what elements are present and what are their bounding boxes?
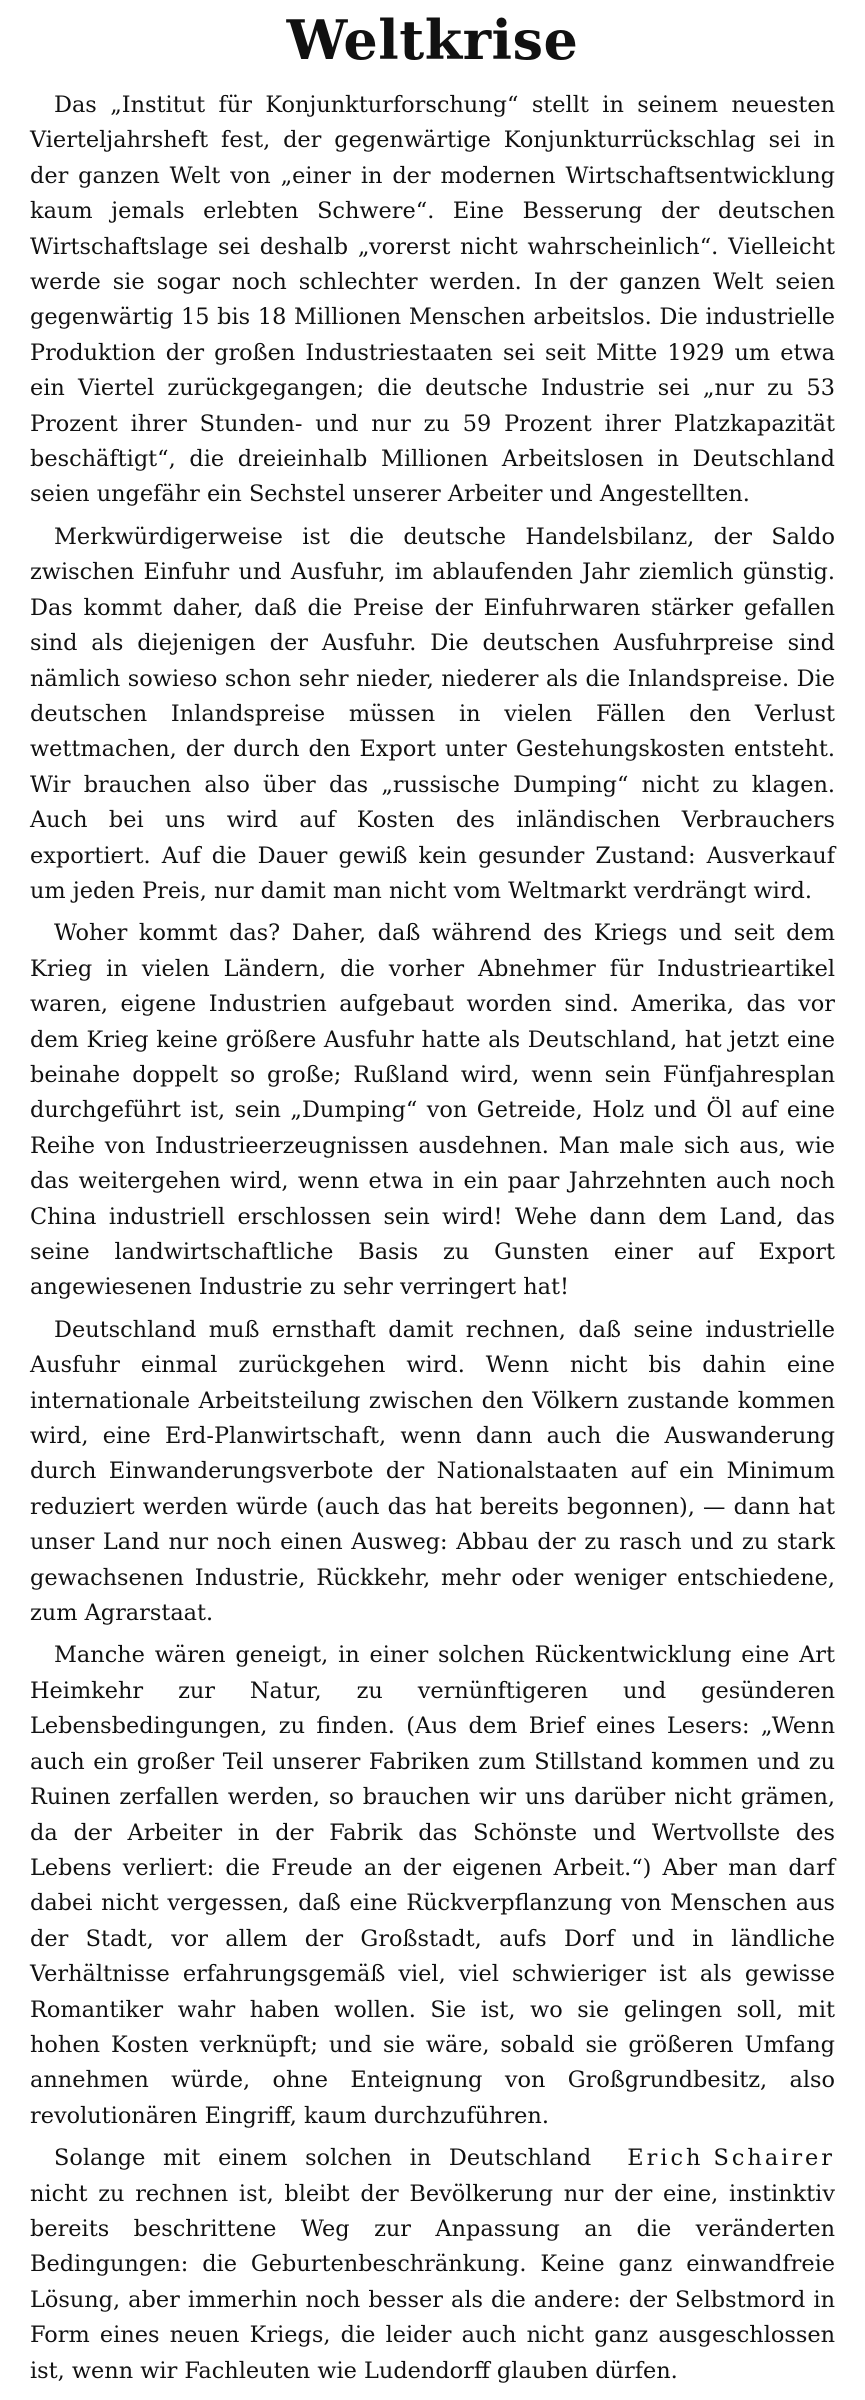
article-paragraph-6-text: Solange mit einem solchen in Deutschland nicht zu rechnen ist, bleibt der Bevölkerung nur der eine, instinktiv bereits beschrittene Weg zur Anpassung an die veränderten Bedingungen: die Geburtenbeschränkung. Keine ganz einwandfreie Lösung, aber immerhin noch besser als die andere: der Selbstmord in Form eines neuen Kriegs, die leider auch nicht ganz ausgeschlossen ist, wenn wir Fachleuten wie Ludendorff glauben dürfen. <box>30 2145 835 2384</box>
article-paragraph-1: Das „Institut für Konjunkturforschung“ stellt in seinem neuesten Vierteljahrsheft fest, der gegenwärtige Konjunkturrückschlag sei in der ganzen Welt von „einer in der modernen Wirtschaftsentwicklung kaum jemals erlebten Schwere“. Eine Besserung der deutschen Wirtschaftslage sei deshalb „vorerst nicht wahrscheinlich“. Vielleicht werde sie sogar noch schlechter werden. In der ganzen Welt seien gegenwärtig 15 bis 18 Millionen Menschen arbeitslos. Die industrielle Produktion der großen Industriestaaten sei seit Mitte 1929 um etwa ein Viertel zurückgegangen; die deutsche Industrie sei „nur zu 53 Prozent ihrer Stunden- und nur zu 59 Prozent ihrer Platzkapazität beschäftigt“, die dreieinhalb Millionen Arbeitslosen in Deutschland seien ungefähr ein Sechstel unserer Arbeiter und Angestellten. <box>30 92 835 508</box>
author-signature: Erich Schairer <box>627 2145 835 2172</box>
article-body <box>30 88 835 2389</box>
article-paragraph-2: Merkwürdigerweise ist die deutsche Handelsbilanz, der Saldo zwischen Einfuhr und Ausfuhr, im ablaufenden Jahr ziemlich günstig. Das kommt daher, daß die Preise der Einfuhrwaren stärker gefallen sind als diejenigen der Ausfuhr. Die deutschen Ausfuhrpreise sind nämlich sowieso schon sehr nieder, niederer als die Inlandspreise. Die deutschen Inlandspreise müssen in vielen Fällen den Verlust wettmachen, der durch den Export unter Gestehungskosten entsteht. Wir brauchen also über das „russische Dumping“ nicht zu klagen. Auch bei uns wird auf Kosten des inländischen Verbrauchers exportiert. Auf die Dauer gewiß kein gesunder Zustand: Ausverkauf um jeden Preis, nur damit man nicht vom Weltmarkt verdrängt wird. <box>30 523 835 904</box>
article-paragraph-6 <box>30 2141 835 2389</box>
article-paragraph-4: Deutschland muß ernsthaft damit rechnen, daß seine industrielle Ausfuhr einmal zurückgehen wird. Wenn nicht bis dahin eine internationale Arbeitsteilung zwischen den Völkern zustande kommen wird, eine Erd-Planwirtschaft, wenn dann auch die Auswanderung durch Einwanderungsverbote der Nationalstaaten auf ein Minimum reduziert werden würde (auch das hat bereits begonnen), — dann hat unser Land nur noch einen Ausweg: Abbau der zu rasch und zu stark gewachsenen Industrie, Rückkehr, mehr oder weniger entschiedene, zum Agrarstaat. <box>30 1316 835 1627</box>
article-title: Weltkrise <box>286 8 579 72</box>
article-paragraph-3: Woher kommt das? Daher, daß während des Kriegs und seit dem Krieg in vielen Ländern, die vorher Abnehmer für Industrieartikel waren, eigene Industrien aufgebaut worden sind. Amerika, das vor dem Krieg keine größere Ausfuhr hatte als Deutschland, hat jetzt eine beinahe doppelt so große; Rußland wird, wenn sein Fünfjahresplan durchgeführt ist, sein „Dumping“ von Getreide, Holz und Öl auf eine Reihe von Industrieerzeugnissen ausdehnen. Man male sich aus, wie das weitergehen wird, wenn etwa in ein paar Jahrzehnten auch noch China industriell erschlossen sein wird! Wehe dann dem Land, das seine landwirtschaftliche Basis zu Gunsten einer auf Export angewiesenen Industrie zu sehr verringert hat! <box>30 920 835 1301</box>
article-paragraph-5: Manche wären geneigt, in einer solchen Rückentwicklung eine Art Heimkehr zur Natur, zu vernünftigeren und gesünderen Lebensbedingungen, zu finden. (Aus dem Brief eines Lesers: „Wenn auch ein großer Teil unserer Fabriken zum Stillstand kommen und zu Ruinen zerfallen werden, so brauchen wir uns darüber nicht grämen, da der Arbeiter in der Fabrik das Schönste und Wertvollste des Lebens verliert: die Freude an der eigenen Arbeit.“) Aber man darf dabei nicht vergessen, daß eine Rückverpflanzung von Menschen aus der Stadt, vor allem der Großstadt, aufs Dorf und in ländliche Verhältnisse erfahrungsgemäß viel, viel schwieriger ist als gewisse Romantiker wahr haben wollen. Sie ist, wo sie gelingen soll, mit hohen Kosten verknüpft; und sie wäre, sobald sie größeren Umfang annehmen würde, ohne Enteignung von Großgrundbesitz, also revolutionären Eingriff, kaum durchzuführen. <box>30 1642 835 2129</box>
